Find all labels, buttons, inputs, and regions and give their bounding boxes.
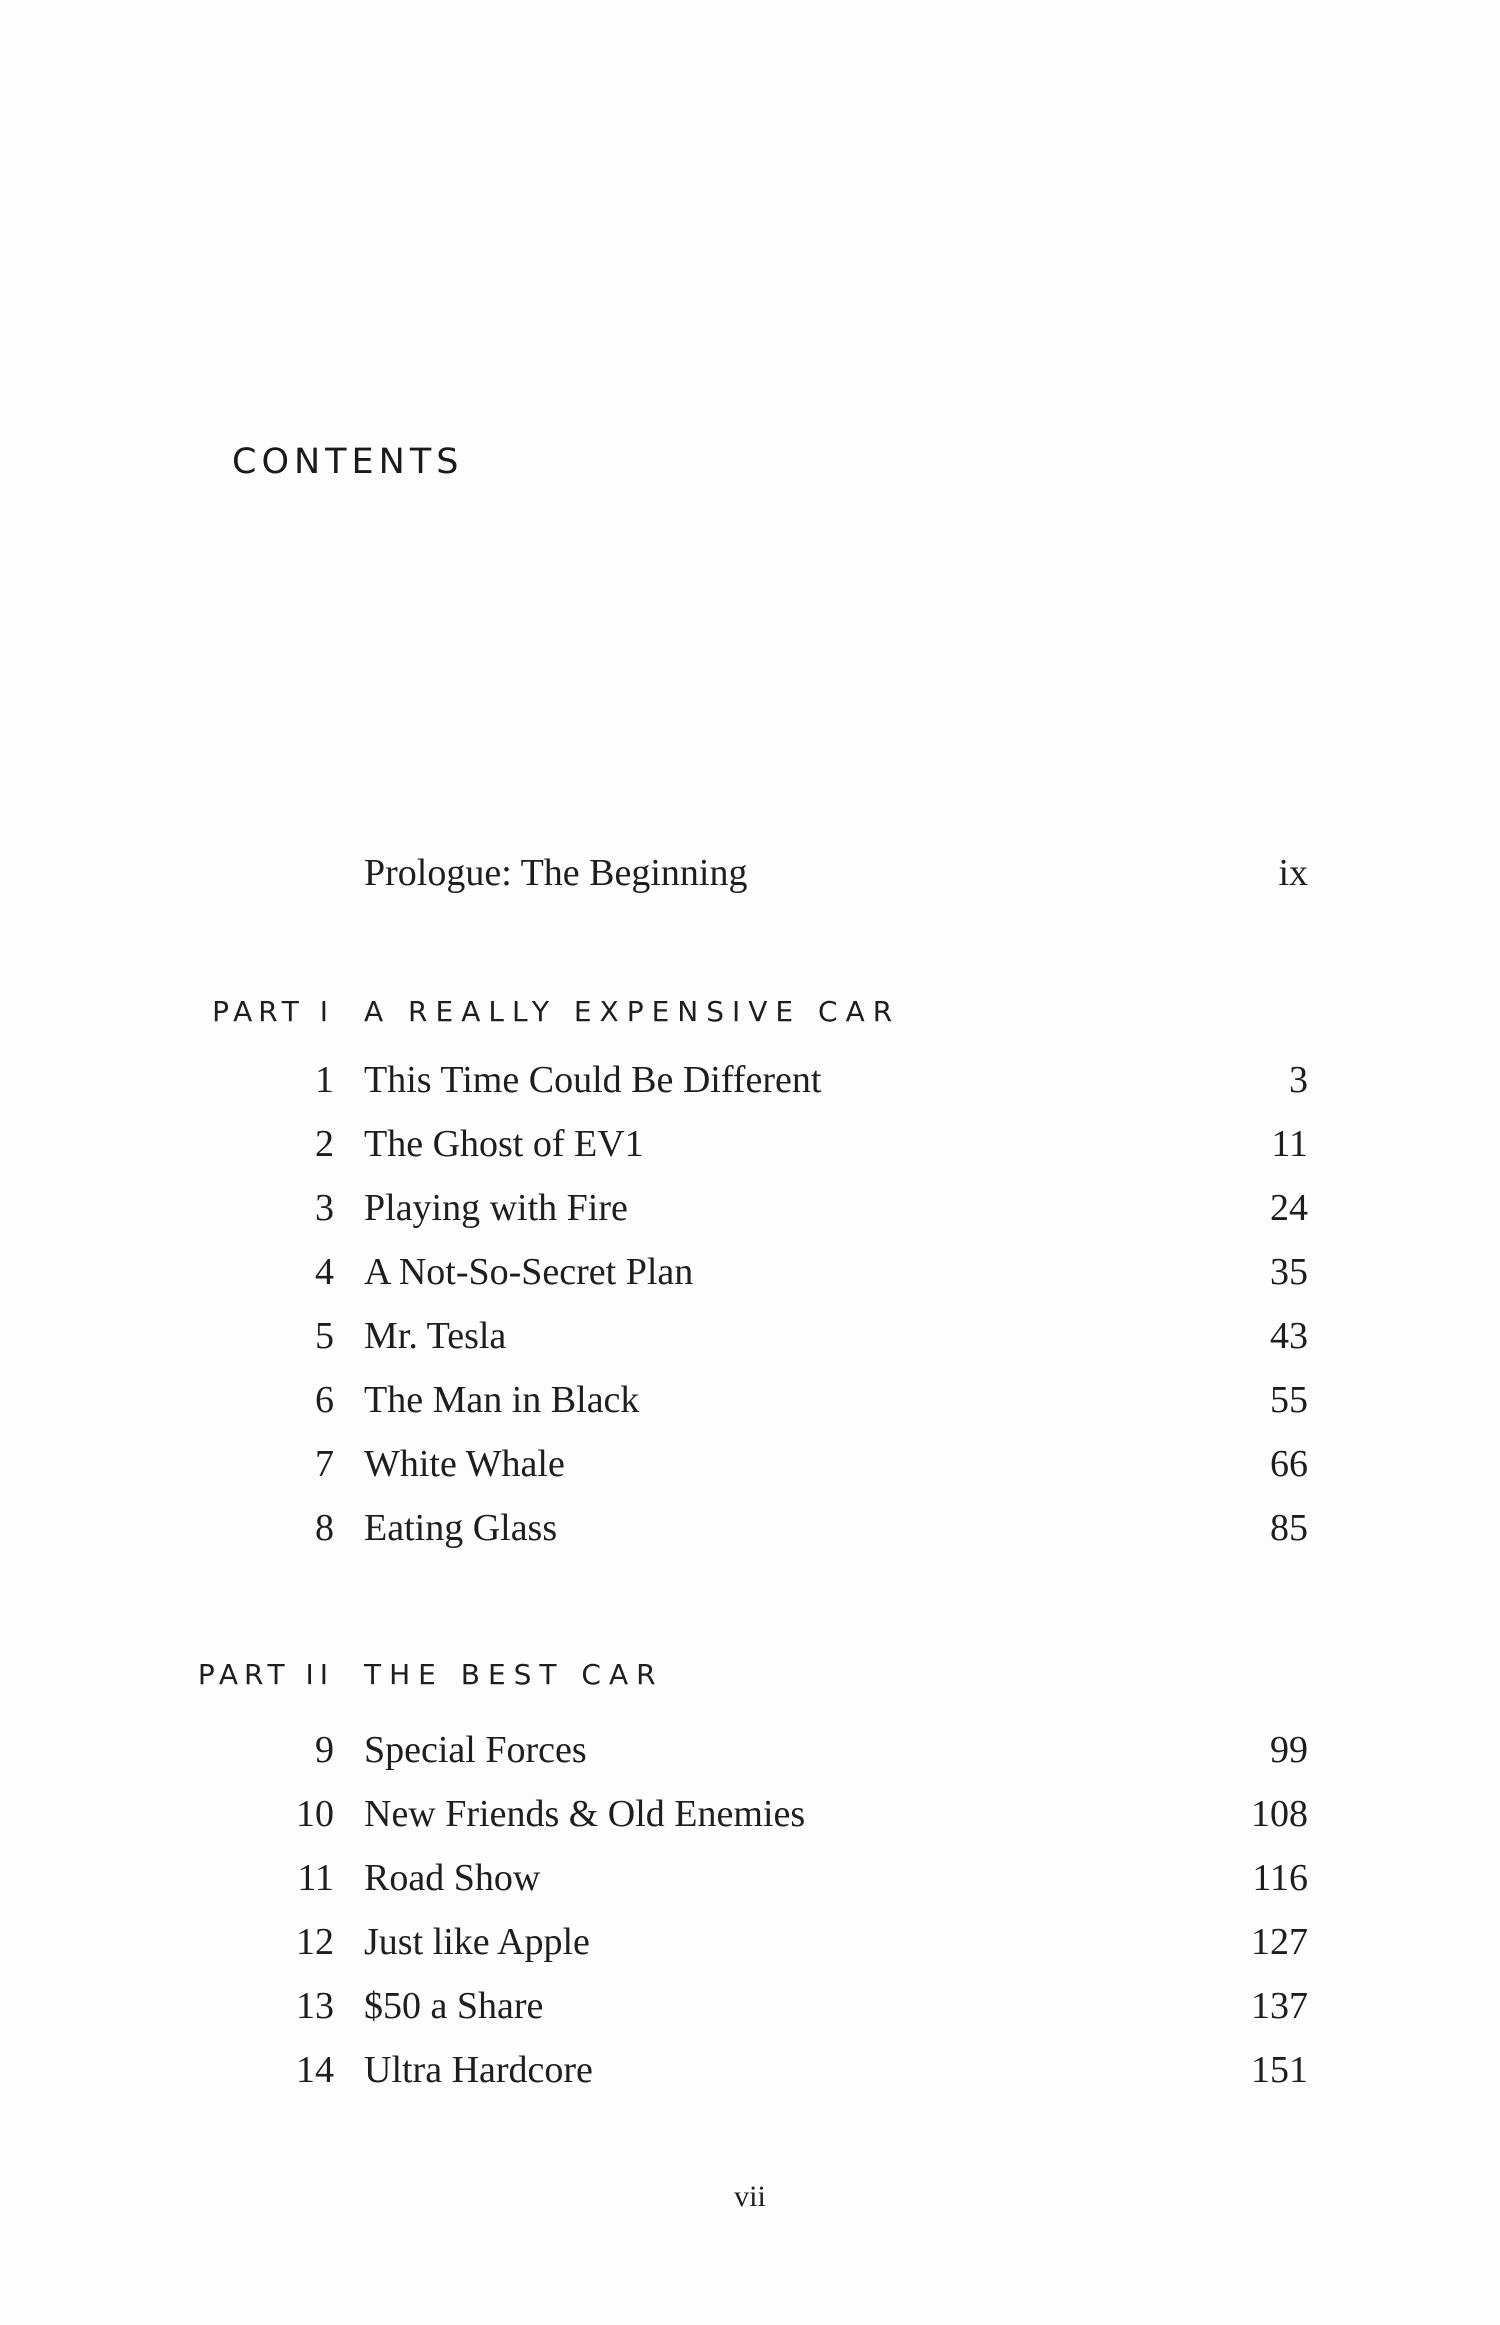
toc-entry[interactable] bbox=[0, 1050, 1500, 1110]
part-header bbox=[0, 1655, 1500, 1695]
toc-entry[interactable] bbox=[0, 1434, 1500, 1494]
toc-entry[interactable] bbox=[0, 1976, 1500, 2036]
chapter-page: 99 bbox=[1270, 1729, 1308, 1771]
toc-entry[interactable] bbox=[0, 2040, 1500, 2100]
part-header bbox=[0, 992, 1500, 1032]
chapter-page: 35 bbox=[1270, 1251, 1308, 1293]
contents-heading: CONTENTS bbox=[232, 442, 464, 482]
toc-entry[interactable] bbox=[0, 1848, 1500, 1908]
chapter-title: Special Forces bbox=[364, 1729, 587, 1771]
chapter-page: 55 bbox=[1270, 1379, 1308, 1421]
chapter-page: 137 bbox=[1251, 1985, 1308, 2027]
chapter-page: 3 bbox=[1289, 1059, 1308, 1101]
chapter-number: 13 bbox=[296, 1985, 334, 2027]
chapter-title: A Not-So-Secret Plan bbox=[364, 1251, 694, 1293]
toc-entry[interactable] bbox=[0, 1370, 1500, 1430]
chapter-page: 108 bbox=[1251, 1793, 1308, 1835]
chapter-title: $50 a Share bbox=[364, 1985, 544, 2027]
chapter-number: 8 bbox=[315, 1507, 334, 1549]
toc-entry[interactable] bbox=[0, 1784, 1500, 1844]
chapter-title: Road Show bbox=[364, 1857, 541, 1899]
chapter-page: 24 bbox=[1270, 1187, 1308, 1229]
chapter-number: 12 bbox=[296, 1921, 334, 1963]
chapter-page: 151 bbox=[1251, 2049, 1308, 2091]
chapter-number: 2 bbox=[315, 1123, 334, 1165]
chapter-number: 5 bbox=[315, 1315, 334, 1357]
part-label: PART I bbox=[212, 995, 334, 1028]
chapter-title: Just like Apple bbox=[364, 1921, 590, 1963]
chapter-number: 14 bbox=[296, 2049, 334, 2091]
chapter-number: 10 bbox=[296, 1793, 334, 1835]
part-label: PART II bbox=[197, 1658, 334, 1691]
chapter-title: Mr. Tesla bbox=[364, 1315, 507, 1357]
chapter-page: 116 bbox=[1252, 1857, 1308, 1899]
chapter-title: Playing with Fire bbox=[364, 1187, 628, 1229]
chapter-number: 11 bbox=[297, 1857, 334, 1899]
chapter-title: Eating Glass bbox=[364, 1507, 558, 1549]
chapter-page: 11 bbox=[1271, 1123, 1308, 1165]
chapter-number: 1 bbox=[315, 1059, 334, 1101]
toc-entry[interactable] bbox=[0, 1306, 1500, 1366]
chapter-number: 6 bbox=[315, 1379, 334, 1421]
toc-entry[interactable] bbox=[0, 1178, 1500, 1238]
toc-entry[interactable] bbox=[0, 1498, 1500, 1558]
toc-entry[interactable] bbox=[0, 1114, 1500, 1174]
chapter-page: 127 bbox=[1251, 1921, 1308, 1963]
chapter-number: 4 bbox=[315, 1251, 334, 1293]
chapter-page: 66 bbox=[1270, 1443, 1308, 1485]
chapter-title: The Man in Black bbox=[364, 1379, 640, 1421]
toc-entry[interactable] bbox=[0, 1912, 1500, 1972]
chapter-page: 43 bbox=[1270, 1315, 1308, 1357]
toc-entry[interactable] bbox=[0, 1720, 1500, 1780]
chapter-title: This Time Could Be Different bbox=[364, 1059, 822, 1101]
chapter-title: New Friends & Old Enemies bbox=[364, 1793, 806, 1835]
toc-entry-title: Prologue: The Beginning bbox=[364, 852, 748, 894]
part-title: THE BEST CAR bbox=[364, 1658, 664, 1691]
chapter-page: 85 bbox=[1270, 1507, 1308, 1549]
page-folio: vii bbox=[734, 2180, 766, 2213]
chapter-title: Ultra Hardcore bbox=[364, 2049, 593, 2091]
chapter-title: White Whale bbox=[364, 1443, 565, 1485]
toc-entry-prologue[interactable] bbox=[0, 843, 1500, 903]
chapter-number: 7 bbox=[315, 1443, 334, 1485]
chapter-title: The Ghost of EV1 bbox=[364, 1123, 644, 1165]
chapter-number: 3 bbox=[315, 1187, 334, 1229]
toc-entry-page: ix bbox=[1278, 852, 1308, 894]
part-title: A REALLY EXPENSIVE CAR bbox=[364, 995, 901, 1028]
toc-entry[interactable] bbox=[0, 1242, 1500, 1302]
chapter-number: 9 bbox=[315, 1729, 334, 1771]
